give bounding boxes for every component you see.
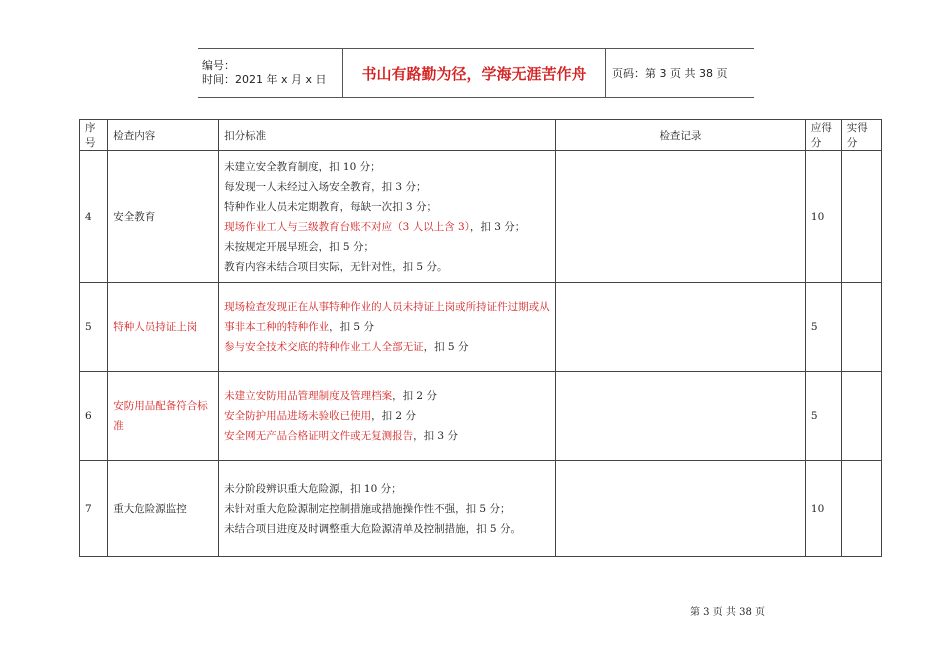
page-footer: 第 3 页 共 38 页 bbox=[690, 607, 765, 618]
criteria-highlight: 现场检查发现正在从事特种作业的人员未持证上岗或所持证件过期或从事非本工种的特种作业 bbox=[224, 301, 550, 333]
time-label: 时间：2021 年 x 月 x 日 bbox=[202, 73, 327, 86]
criteria-line: 未结合项目进度及时调整重大危险源清单及控制措施，扣 5 分。 bbox=[224, 522, 521, 535]
actual-score-cell[interactable] bbox=[841, 283, 881, 372]
criteria-line: 未建立安全教育制度，扣 10 分； bbox=[224, 160, 381, 173]
due-score: 10 bbox=[805, 461, 841, 557]
criteria-line: 特种作业人员未定期教育，每缺一次扣 3 分； bbox=[224, 200, 437, 213]
row-item: 安全教育 bbox=[108, 151, 219, 283]
criteria-line bbox=[224, 217, 550, 237]
header-page: 页码：第 3 页 共 38 页 bbox=[612, 67, 728, 80]
criteria-line: 未针对重大危险源制定控制措施或措施操作性不强，扣 5 分； bbox=[224, 502, 511, 515]
criteria-deduction: ，扣 3 分 bbox=[413, 430, 458, 442]
header-due: 应得分 bbox=[805, 120, 841, 151]
table-row bbox=[80, 372, 882, 461]
page-header bbox=[198, 48, 754, 98]
row-number: 6 bbox=[80, 372, 108, 461]
header-no: 序号 bbox=[80, 120, 108, 151]
criteria-line bbox=[224, 406, 550, 426]
header-record: 检查记录 bbox=[555, 120, 805, 151]
row-number: 7 bbox=[80, 461, 108, 557]
table-row bbox=[80, 151, 882, 283]
criteria-deduction: ，扣 2 分 bbox=[392, 390, 437, 402]
table-header-row bbox=[80, 120, 882, 151]
table-row bbox=[80, 461, 882, 557]
criteria-highlight: 参与安全技术交底的特种作业工人全部无证 bbox=[224, 341, 424, 353]
row-item: 安防用品配备符合标准 bbox=[108, 372, 219, 461]
criteria-line: 未按规定开展早班会，扣 5 分； bbox=[224, 240, 374, 253]
number-label: 编号： bbox=[202, 59, 235, 72]
criteria-line: 未分阶段辨识重大危险源，扣 10 分； bbox=[224, 482, 402, 495]
record-cell[interactable] bbox=[555, 151, 805, 283]
criteria-line: 教育内容未结合项目实际，无针对性，扣 5 分。 bbox=[224, 260, 448, 273]
criteria-deduction: ，扣 5 分 bbox=[423, 341, 469, 353]
criteria-deduction: ，扣 2 分 bbox=[371, 410, 416, 422]
header-item: 检查内容 bbox=[108, 120, 219, 151]
criteria-line: 每发现一人未经过入场安全教育，扣 3 分； bbox=[224, 180, 427, 193]
row-criteria bbox=[219, 461, 556, 557]
actual-score-cell[interactable] bbox=[841, 461, 881, 557]
criteria-deduction: ，扣 5 分 bbox=[329, 321, 374, 333]
header-criteria: 扣分标准 bbox=[219, 120, 556, 151]
inspection-table bbox=[79, 119, 882, 557]
criteria-line bbox=[224, 426, 550, 446]
criteria-highlight: 安全网无产品合格证明文件或无复测报告 bbox=[224, 430, 414, 442]
header-motto: 书山有路勤为径，学海无涯苦作舟 bbox=[343, 49, 606, 97]
actual-score-cell[interactable] bbox=[841, 151, 881, 283]
row-item: 重大危险源监控 bbox=[108, 461, 219, 557]
row-criteria bbox=[219, 151, 556, 283]
criteria-highlight: 现场作业工人与三级教育台账不对应（3 人以上含 3） bbox=[224, 220, 470, 233]
record-cell[interactable] bbox=[555, 372, 805, 461]
table-row bbox=[80, 283, 882, 372]
row-item: 特种人员持证上岗 bbox=[108, 283, 219, 372]
criteria-deduction: ，扣 3 分； bbox=[469, 220, 526, 233]
criteria-highlight: 安全防护用品进场未验收已使用 bbox=[224, 410, 372, 422]
due-score: 10 bbox=[805, 151, 841, 283]
row-criteria bbox=[219, 372, 556, 461]
criteria-line bbox=[224, 297, 550, 337]
record-cell[interactable] bbox=[555, 283, 805, 372]
due-score: 5 bbox=[805, 283, 841, 372]
row-number: 5 bbox=[80, 283, 108, 372]
header-info bbox=[198, 49, 343, 97]
criteria-highlight: 未建立安防用品管理制度及管理档案 bbox=[224, 390, 393, 402]
criteria-line bbox=[224, 337, 550, 357]
row-criteria bbox=[219, 283, 556, 372]
actual-score-cell[interactable] bbox=[841, 372, 881, 461]
criteria-line bbox=[224, 386, 550, 406]
record-cell[interactable] bbox=[555, 461, 805, 557]
header-got: 实得分 bbox=[841, 120, 881, 151]
row-number: 4 bbox=[80, 151, 108, 283]
due-score: 5 bbox=[805, 372, 841, 461]
